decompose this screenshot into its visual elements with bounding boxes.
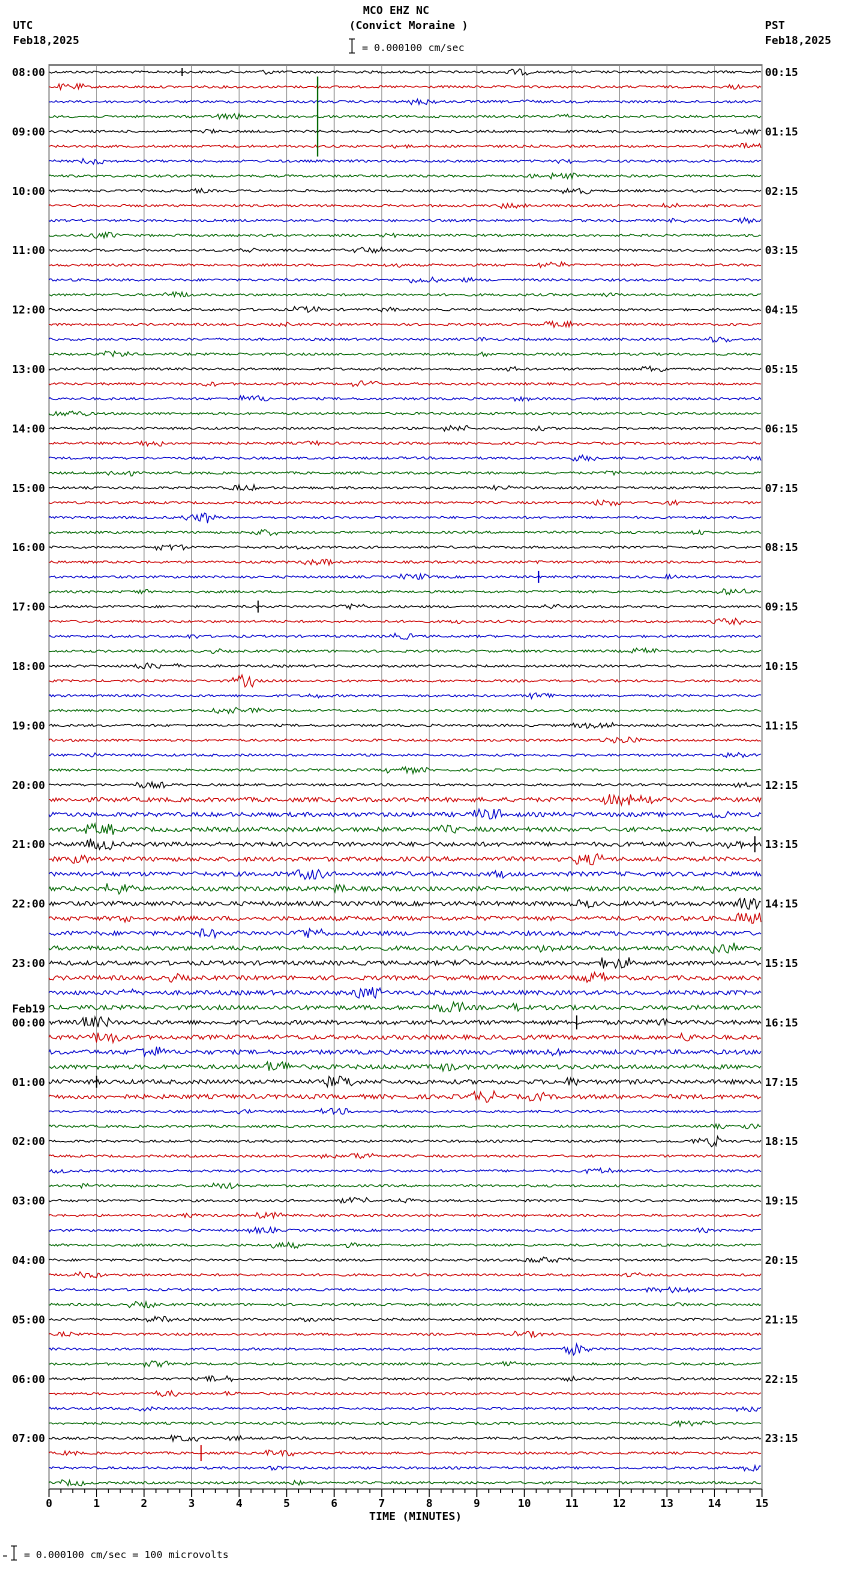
trace-row [49, 693, 761, 699]
trace-row [49, 633, 761, 639]
x-tick-label: 13 [660, 1497, 674, 1510]
trace-row [49, 604, 761, 609]
right-hour-label: 02:15 [765, 184, 799, 198]
right-hour-label: 13:15 [765, 838, 799, 852]
trace-row [49, 809, 761, 819]
left-hour-label: 16:00 [12, 541, 46, 555]
right-hour-label: 09:15 [765, 600, 799, 614]
trace-row [49, 663, 761, 669]
left-hour-label: 08:00 [12, 66, 46, 79]
trace-row [49, 396, 761, 401]
trace-row [49, 1183, 761, 1189]
trace-row [49, 707, 761, 713]
trace-row [49, 84, 761, 90]
trace-row [49, 129, 761, 134]
trace-row [49, 189, 761, 194]
right-hour-label: 11:15 [765, 719, 799, 733]
x-tick-label: 8 [425, 1497, 433, 1510]
left-timezone: UTC [13, 19, 33, 32]
left-hour-label: 10:00 [12, 184, 46, 198]
right-hour-label: 19:15 [765, 1194, 799, 1208]
x-tick-label: 3 [188, 1497, 195, 1510]
trace-row [49, 1287, 761, 1293]
trace-row [49, 1272, 761, 1278]
left-hour-label: 09:00 [12, 125, 46, 139]
trace-row [49, 737, 761, 743]
right-hour-label: 06:15 [765, 422, 799, 436]
left-hour-label: 22:00 [12, 897, 46, 911]
right-hour-label: 08:15 [765, 541, 799, 555]
right-hour-label: 21:15 [765, 1313, 799, 1327]
right-hour-label: 03:15 [765, 244, 799, 258]
trace-row [49, 307, 761, 313]
right-hour-label: 18:15 [765, 1135, 799, 1149]
right-hour-label: 20:15 [765, 1254, 799, 1267]
trace-row [49, 559, 761, 565]
right-hour-label: 01:15 [765, 125, 799, 139]
trace-row [49, 618, 761, 624]
right-date: Feb18,2025 [765, 34, 832, 47]
trace-row [49, 218, 761, 224]
trace-row [49, 1091, 761, 1102]
x-tick-label: 9 [473, 1497, 481, 1510]
scale-label: = 0.000100 cm/sec [362, 43, 465, 54]
trace-row [49, 753, 761, 758]
trace-row [49, 203, 761, 208]
right-hour-label: 05:15 [765, 363, 799, 376]
trace-row [49, 723, 761, 729]
right-hour-label: 16:15 [765, 1016, 799, 1030]
x-tick-label: 0 [45, 1497, 53, 1510]
trace-row [49, 1257, 761, 1262]
trace-row [49, 854, 761, 865]
trace-row [49, 1242, 761, 1248]
x-tick-label: 10 [517, 1497, 531, 1510]
trace-row [49, 1466, 761, 1472]
trace-row [49, 1331, 761, 1337]
trace-row [49, 114, 761, 119]
trace-row [49, 159, 761, 165]
right-hour-label: 17:15 [765, 1075, 799, 1089]
trace-row [49, 262, 761, 268]
trace-row [49, 883, 761, 894]
trace-row [49, 351, 761, 356]
right-hour-label: 14:15 [765, 897, 799, 911]
right-hour-label: 00:15 [765, 66, 799, 79]
trace-row [49, 929, 761, 938]
right-timezone: PST [765, 19, 785, 32]
trace-row [49, 69, 761, 75]
trace-row [49, 1344, 761, 1355]
left-hour-label: 11:00 [12, 244, 46, 258]
right-hour-label: 12:15 [765, 778, 799, 792]
trace-row [49, 1062, 761, 1071]
trace-row [49, 232, 761, 238]
trace-row [49, 1002, 761, 1012]
trace-row [49, 366, 761, 371]
trace-row [49, 1435, 761, 1441]
trace-row [49, 782, 761, 788]
left-hour-label: 03:00 [12, 1194, 46, 1208]
trace-row [49, 1391, 761, 1397]
trace-row [49, 957, 761, 968]
trace-row [49, 277, 761, 283]
trace-row [49, 589, 761, 595]
trace-row [49, 1212, 761, 1218]
left-hour-label: 02:00 [12, 1135, 46, 1149]
trace-row [49, 794, 761, 805]
trace-row [49, 767, 761, 774]
trace-row [49, 987, 761, 998]
left-hour-label: 13:00 [12, 363, 46, 376]
trace-row [49, 898, 761, 909]
station-location: (Convict Moraine ) [349, 19, 469, 32]
trace-row [49, 426, 761, 432]
left-hour-label: 04:00 [12, 1254, 46, 1267]
left-hour-label: 06:00 [12, 1372, 46, 1386]
trace-row [49, 1124, 761, 1129]
right-hour-label: 07:15 [765, 481, 799, 495]
trace-row [49, 913, 761, 924]
footer-scale-note: = 0.000100 cm/sec = 100 microvolts [24, 1550, 229, 1561]
x-tick-label: 2 [140, 1497, 148, 1510]
footer-scale-bar-icon [3, 1546, 17, 1560]
left-hour-label: 21:00 [12, 838, 46, 852]
trace-row [49, 337, 761, 342]
trace-row [49, 471, 761, 476]
trace-row [49, 292, 761, 297]
trace-row [49, 675, 761, 687]
right-hour-label: 10:15 [765, 660, 799, 673]
left-hour-label: 14:00 [12, 422, 46, 436]
left-hour-label: 18:00 [12, 660, 46, 673]
trace-row [49, 1076, 761, 1087]
trace-row [49, 1361, 761, 1367]
trace-row [49, 1421, 761, 1426]
trace-row [49, 455, 761, 461]
trace-row [49, 381, 761, 387]
trace-row [49, 485, 761, 491]
x-tick-label: 15 [755, 1497, 769, 1510]
left-hour-label: 19:00 [12, 719, 46, 733]
trace-row [49, 1450, 761, 1456]
trace-row [49, 173, 761, 179]
x-tick-label: 6 [330, 1497, 338, 1510]
left-hour-label: 12:00 [12, 303, 46, 317]
right-hour-label: 04:15 [765, 303, 799, 317]
x-axis-label: TIME (MINUTES) [369, 1510, 462, 1523]
left-hour-label: 20:00 [12, 778, 46, 792]
trace-row [49, 1227, 761, 1233]
trace-row [49, 648, 761, 653]
trace-row [49, 1108, 761, 1114]
trace-row [49, 500, 761, 505]
left-hour-label: 05:00 [12, 1313, 46, 1327]
left-hour-label: 07:00 [12, 1432, 46, 1446]
trace-row [49, 1154, 761, 1159]
x-tick-label: 4 [235, 1497, 243, 1510]
scale-bar-icon [349, 39, 355, 53]
trace-row [49, 530, 761, 536]
x-tick-label: 1 [93, 1497, 100, 1510]
left-date: Feb18,2025 [13, 34, 80, 47]
trace-row [49, 1302, 761, 1308]
trace-row [49, 1376, 761, 1382]
trace-row [49, 545, 761, 550]
trace-row [49, 1480, 761, 1486]
trace-row [49, 972, 761, 982]
trace-row [49, 1198, 761, 1203]
trace-row [49, 411, 761, 416]
trace-row [49, 1168, 761, 1173]
left-hour-label: 15:00 [12, 481, 46, 495]
trace-row [49, 574, 761, 580]
station-title: MCO EHZ NC [363, 4, 430, 17]
trace-row [49, 247, 761, 252]
trace-row [49, 1017, 761, 1027]
x-tick-label: 11 [565, 1497, 579, 1510]
right-hour-label: 22:15 [765, 1372, 799, 1386]
trace-row [49, 870, 761, 880]
trace-row [49, 143, 761, 148]
left-hour-label: 23:00 [12, 957, 46, 970]
left-hour-label: 00:00 [12, 1016, 46, 1030]
trace-row [49, 513, 761, 523]
x-tick-label: 7 [378, 1497, 386, 1510]
right-hour-label: 23:15 [765, 1432, 799, 1446]
trace-row [49, 1136, 761, 1147]
right-hour-label: 15:15 [765, 957, 799, 970]
x-tick-label: 14 [707, 1497, 722, 1510]
trace-row [49, 1047, 761, 1057]
left-hour-label: 17:00 [12, 600, 46, 614]
trace-row [49, 1407, 761, 1412]
x-tick-label: 5 [283, 1497, 290, 1510]
trace-row [49, 1316, 761, 1321]
trace-row [49, 943, 761, 954]
x-tick-label: 12 [612, 1497, 627, 1510]
trace-row [49, 1033, 761, 1043]
date-change-label: Feb19 [12, 1002, 46, 1016]
trace-row [49, 441, 761, 446]
left-hour-label: 01:00 [12, 1075, 46, 1089]
trace-row [49, 321, 761, 327]
trace-row [49, 839, 761, 850]
trace-row [49, 824, 761, 835]
trace-row [49, 99, 761, 105]
